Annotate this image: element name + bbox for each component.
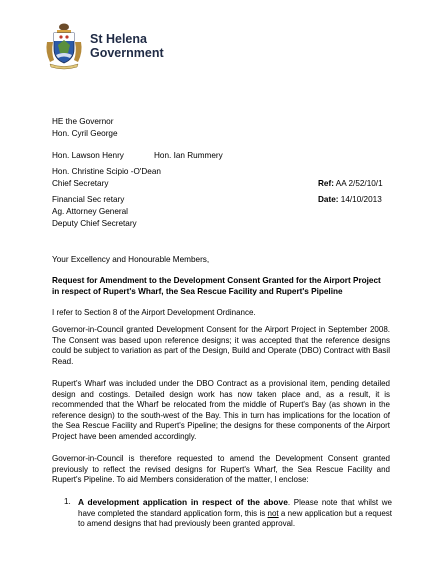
item-1-text-b: a new application but a request to amend designs that had previously been granted approval. [78,508,392,529]
date-value: 14/10/2013 [340,195,382,204]
recipient-deputy-chief-secretary: Deputy Chief Secretary [52,219,137,228]
salutation: Your Excellency and Honourable Members, [52,255,210,264]
government-crest-icon [44,22,84,70]
subject-line1: Request for Amendment to the Development Consent Granted for the Airport Project [52,276,381,285]
recipient-financial-secretary: Financial Sec retary [52,195,125,204]
subject-line2: in respect of Rupert's Wharf, the Sea Rescue Facility and Rupert's Pipeline [52,287,343,296]
reference-value: AA 2/52/10/1 [335,179,383,188]
recipient-george: Hon. Cyril George [52,129,118,138]
item-1-not: not [267,508,279,518]
recipient-henry: Hon. Lawson Henry [52,151,124,160]
reference [318,179,383,190]
recipient-rummery: Hon. Ian Rummery [154,151,223,160]
item-1-text [78,497,392,530]
paragraph-request-amend: Governor-in-Council is therefore requested to amend the Development Consent granted previously to reflect the revised designs for Rupert's Wharf, the Sea Rescue Facility and Rupert's Pipeline. To aid Members consideration of the matter, I enclose: [52,454,390,485]
recipient-attorney-general: Ag. Attorney General [52,207,129,216]
item-1-text-a: . Please note that whilst we have completed the standard application form, this is [78,498,392,518]
reference-label: Ref: [318,179,334,188]
item-1-number: 1. [64,497,71,506]
item-1-bold: A development application in respect of the above [78,497,288,507]
recipient-scipio: Hon. Christine Scipio -O'Dean [52,167,161,176]
paragraph-ruperts-wharf: Rupert's Wharf was included under the DBO Contract as a provisional item, pending detailed design and costings. Detailed design work has now taken place and, as a result, it is recommended that the Wharf be relocated from the middle of Rupert's Bay (as shown in the reference design) to the south-west of the Bay. This in turn has implications for the location of the Sea Rescue Facility and Rupert's Pipeline; the designs for these components of the Airport Project have been amended accordingly. [52,379,390,441]
org-name-line1: St Helena [90,32,147,46]
recipient-chief-secretary: Chief Secretary [52,179,109,188]
recipient-governor: HE the Governor [52,117,114,126]
org-name-line2: Government [90,46,164,60]
date [318,195,382,206]
paragraph-development-consent: Governor-in-Council granted Development Consent for the Airport Project in September 2008. The Consent was based upon reference designs; it was accepted that the reference designs could be subject to variation as part of the Design, Build and Operate (DBO) Contract with Basil Read. [52,325,390,366]
paragraph-section-reference: I refer to Section 8 of the Airport Development Ordinance. [52,308,256,317]
date-label: Date: [318,195,339,204]
